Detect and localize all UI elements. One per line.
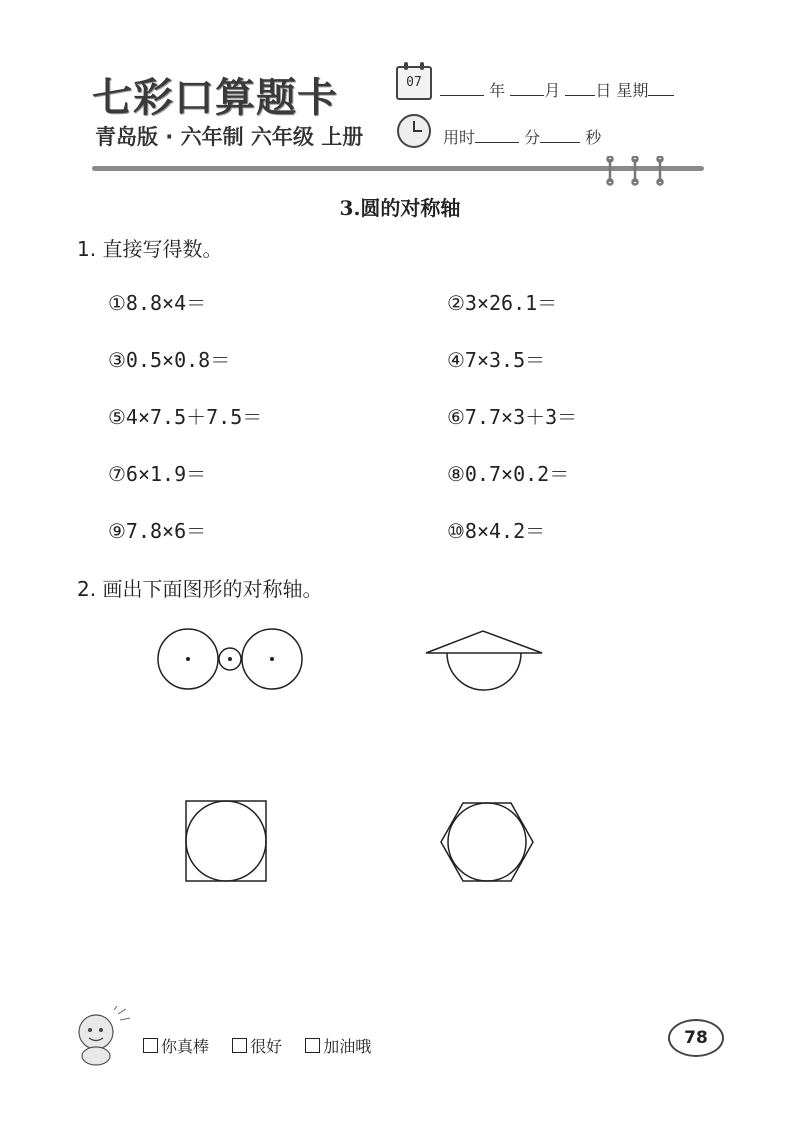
rating-option-keep-going[interactable] [305,1037,371,1056]
time-fill-line [443,125,601,148]
hat-semicircle-figure [420,625,550,697]
problem-4: ④7×3.5＝ [447,348,546,372]
rating-option-great[interactable] [143,1037,209,1056]
rating-label: 加油哦 [323,1037,372,1056]
lesson-title: 3.圆的对称轴 [339,196,461,220]
seconds-label: 秒 [585,128,602,147]
date-fill-line [440,78,674,101]
binder-rings-icon [600,156,670,186]
mascot-icon [70,1006,134,1068]
section1-heading: 1. 直接写得数。 [77,237,223,261]
rating-option-good[interactable] [232,1037,282,1056]
brand-title: 七彩口算题卡 [92,74,338,121]
problem-7: ⑦6×1.9＝ [108,462,207,486]
page-number: 78 [668,1019,724,1057]
year-label: 年 [489,81,506,100]
problem-9: ⑨7.8×6＝ [108,519,207,543]
day-label: 日 [595,81,612,100]
checkbox-icon[interactable] [232,1038,247,1053]
weekday-label: 星期 [616,81,649,100]
self-rating-options [143,1034,389,1057]
rating-label: 很好 [250,1037,283,1056]
problem-3: ③0.5×0.8＝ [108,348,231,372]
calendar-icon [396,66,432,100]
month-label: 月 [544,81,561,100]
edition-label: 青岛版 · 六年制 六年级 上册 [95,125,364,149]
section2-heading: 2. 画出下面图形的对称轴。 [77,577,323,601]
problem-8: ⑧0.7×0.2＝ [447,462,570,486]
circle-in-square-figure [180,795,272,887]
circle-in-hexagon-figure [435,796,539,888]
rating-label: 你真棒 [161,1037,210,1056]
checkbox-icon[interactable] [143,1038,158,1053]
month-blank [510,81,544,96]
problem-6: ⑥7.7×3＋3＝ [447,405,578,429]
seconds-blank [540,128,580,143]
problem-5: ⑤4×7.5＋7.5＝ [108,405,263,429]
day-blank [565,81,595,96]
time-used-label: 用时 [443,128,476,147]
problem-1: ①8.8×4＝ [108,291,207,315]
minutes-blank [475,128,519,143]
weekday-blank [648,81,674,96]
minutes-label: 分 [524,128,541,147]
problem-10: ⑩8×4.2＝ [447,519,546,543]
three-circles-figure [150,620,310,700]
year-blank [440,81,484,96]
clock-icon [397,114,431,148]
calendar-day: 07 [406,75,422,90]
problem-2: ②3×26.1＝ [447,291,558,315]
checkbox-icon[interactable] [305,1038,320,1053]
